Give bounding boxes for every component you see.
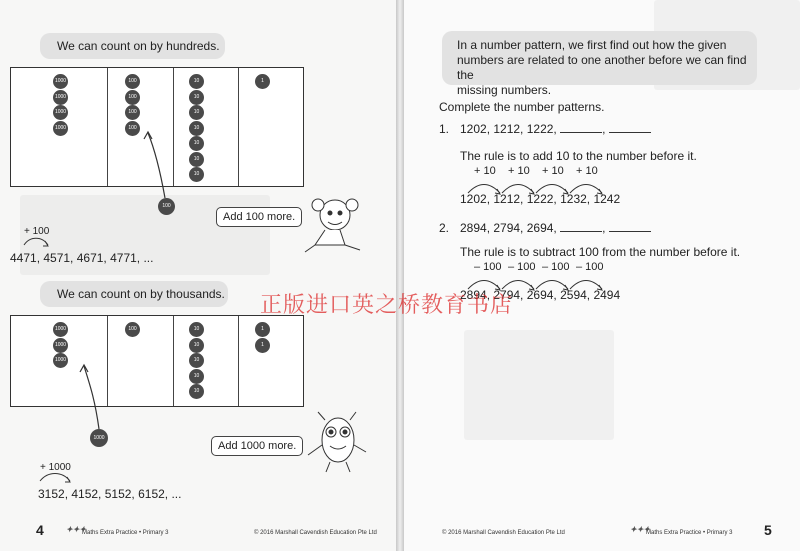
place-value-coin: 10	[189, 121, 204, 136]
step-label: + 10	[542, 165, 564, 177]
page-number: 4	[36, 522, 44, 538]
place-value-coin: 1000	[53, 322, 68, 337]
place-value-coin: 10	[189, 369, 204, 384]
q2-number: 2.	[439, 221, 450, 235]
watermark: 正版进口英之桥教育书店	[260, 293, 514, 318]
place-value-coin: 100	[125, 121, 140, 136]
step-label: + 10	[474, 165, 496, 177]
instruction: Complete the number patterns.	[439, 100, 605, 114]
intro-line-2: numbers are related to one another before we can find the	[457, 53, 747, 82]
place-value-coin: 10	[189, 167, 204, 182]
place-value-coin: 1	[255, 74, 270, 89]
q2-rule: The rule is to subtract 100 from the number before it.	[460, 245, 741, 259]
q1-sequence: 1202, 1212, 1222, ,	[460, 122, 651, 136]
place-value-coin: 10	[189, 90, 204, 105]
pointer-coin-1000: 1000	[90, 429, 108, 447]
place-value-coin: 10	[189, 322, 204, 337]
step-plus-100: + 100	[24, 226, 50, 237]
step-label: – 100	[474, 261, 502, 273]
add-100-bubble: Add 100 more.	[216, 207, 302, 227]
monster-cartoon-icon	[308, 412, 366, 472]
step-label: – 100	[508, 261, 536, 273]
place-value-coin: 10	[189, 353, 204, 368]
place-value-coin: 1	[255, 338, 270, 353]
place-value-coin: 1000	[53, 353, 68, 368]
step-label: + 10	[576, 165, 598, 177]
footer-series: Maths Extra Practice • Primary 3	[646, 530, 733, 536]
footer-copyright: © 2016 Marshall Cavendish Education Pte Ltd	[442, 530, 565, 536]
place-value-coin: 1000	[53, 105, 68, 120]
place-value-coin: 100	[125, 322, 140, 337]
q2-given-numbers: 2894, 2794, 2694,	[460, 221, 557, 235]
intro-line-3: missing numbers.	[457, 83, 552, 97]
place-value-coin: 1	[255, 322, 270, 337]
place-value-coin: 10	[189, 136, 204, 151]
place-value-coin: 10	[189, 384, 204, 399]
place-value-coin: 10	[189, 152, 204, 167]
q2-answer: 2894, 2794, 2694, 2594, 2494	[460, 288, 621, 302]
book-gutter	[396, 0, 404, 551]
place-value-coin: 10	[189, 74, 204, 89]
pointer-coin-100: 100	[158, 198, 175, 215]
place-value-coin: 1000	[53, 74, 68, 89]
step-arrows	[404, 0, 800, 551]
step-label: – 100	[576, 261, 604, 273]
page-number: 5	[764, 522, 772, 538]
place-value-coin: 1000	[53, 338, 68, 353]
q1-given-numbers: 1202, 1212, 1222,	[460, 122, 557, 136]
thousands-heading-text: We can count on by thousands.	[57, 287, 225, 301]
place-value-coin: 1000	[53, 90, 68, 105]
place-value-coin: 1000	[53, 121, 68, 136]
right-page	[404, 0, 800, 551]
add-1000-bubble: Add 1000 more.	[211, 436, 303, 456]
place-value-coin: 100	[125, 105, 140, 120]
q2-sequence: 2894, 2794, 2694, ,	[460, 221, 651, 235]
step-label: – 100	[542, 261, 570, 273]
footer-series: Maths Extra Practice • Primary 3	[82, 530, 169, 536]
cartoon-overlay	[0, 0, 396, 551]
q1-number: 1.	[439, 122, 450, 136]
footer-copyright: © 2016 Marshall Cavendish Education Pte Ltd	[254, 530, 377, 536]
step-label: + 10	[508, 165, 530, 177]
place-value-coin: 10	[189, 105, 204, 120]
place-value-coin: 10	[189, 338, 204, 353]
series-logo: ✦✦✦	[66, 525, 87, 534]
place-value-coin: 100	[125, 74, 140, 89]
intro-line-1: In a number pattern, we first find out how the given	[457, 38, 727, 52]
q1-answer: 1202, 1212, 1222, 1232, 1242	[460, 192, 621, 206]
sequence-thousands: 3152, 4152, 5152, 6152, ...	[38, 487, 182, 501]
girl-cartoon-icon	[305, 199, 360, 252]
hundreds-heading-text: We can count on by hundreds.	[57, 39, 220, 53]
sequence-hundreds: 4471, 4571, 4671, 4771, ...	[10, 251, 154, 265]
place-value-coin: 100	[125, 90, 140, 105]
series-logo: ✦✦✦	[630, 525, 651, 534]
q1-rule: The rule is to add 10 to the number before it.	[460, 149, 697, 163]
step-plus-1000: + 1000	[40, 462, 71, 473]
left-page	[0, 0, 396, 551]
